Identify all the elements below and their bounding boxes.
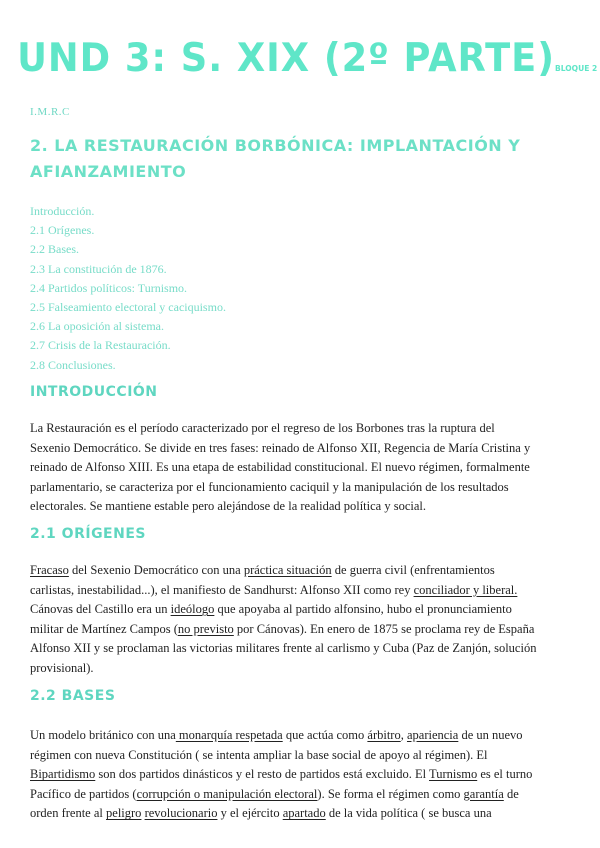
underlined-term: práctica situación [243,563,332,577]
text-span: militar de Martínez Campos ( [30,621,178,636]
text-line [30,785,572,805]
toc-item[interactable]: 2.6 La oposición al sistema. [30,319,164,334]
text-span: que apoyaba al partido alfonsino, hubo el pronunciamiento [214,602,512,617]
toc-item[interactable]: 2.7 Crisis de la Restauración. [30,338,171,353]
text-span: Un modelo británico con una [30,728,176,742]
table-of-contents [30,202,226,375]
text-span: , [400,728,407,742]
text-span: orden frente al [30,806,107,821]
text-line: reinado de Alfonso XIII. Es una etapa de estabilidad constitucional. El nuevo régimen, formalmente [30,460,530,475]
text-span: de la vida política ( se busca una [325,806,492,821]
underlined-term: Fracaso [30,563,69,577]
author-initials: I.M.R.C [30,106,70,118]
text-span: Cánovas del Castillo era un [30,602,171,617]
heading-introduccion: INTRODUCCIÓN [30,384,158,400]
underlined-term: corrupción o manipulación electoral [136,786,318,801]
text-line: régimen con nueva Constitución ( se intenta ampliar la base social de apoyo al régimen). El [30,747,488,762]
text-span: que actúa como [282,728,368,742]
text-span: carlistas, inestabilidad...), el manifiesto de Sandhurst: Alfonso XII como rey [30,582,414,597]
underlined-term: apartado [282,806,326,821]
section-title-line-2: AFIANZAMIENTO [30,162,187,181]
text-span: y el ejército [217,806,283,821]
underlined-term: ideólogo [170,602,215,617]
text-span: por Cánovas). En enero de 1875 se proclama rey de España [233,621,535,636]
text-span: del Sexenio Democrático con una [68,563,244,577]
paragraph-bases [30,726,572,824]
text-line: electorales. Se mantiene estable pero alejándose de la realidad política y social. [30,499,427,514]
underlined-term: garantía [463,786,504,801]
heading-bases: 2.2 BASES [30,688,116,704]
underlined-term: Bipartidismo [30,767,96,782]
block-label: BLOQUE 2 [554,64,598,73]
text-span: de [503,786,519,801]
text-span: de guerra civil (enfrentamientos [331,563,495,577]
text-line [30,765,572,785]
text-line: parlamentario, se caracteriza por el funcionamiento caciquil y la manipulación de los resultados [30,479,509,494]
text-line [30,581,572,601]
toc-item[interactable]: 2.4 Partidos políticos: Turnismo. [30,280,188,295]
underlined-term: conciliador y liberal. [413,582,518,597]
toc-item[interactable]: Introducción. [30,204,95,218]
toc-item[interactable]: 2.5 Falseamiento electoral y caciquismo. [30,299,226,314]
main-title [17,34,598,94]
toc-item[interactable]: 2.2 Bases. [30,242,79,257]
text-span: de un nuevo [458,728,523,742]
text-line [30,620,572,640]
text-span: es el turno [477,767,533,782]
text-line: Sexenio Democrático. Se divide en tres fases: reinado de Alfonso XII, Regencia de María Cristina y [30,440,531,455]
text-line: Alfonso XII y se proclaman las victorias militares frente al carlismo y Cuba (Paz de Zanjón, solución [30,641,537,656]
text-span: Pacífico de partidos ( [30,786,137,801]
underlined-term: Turnismo [429,767,478,782]
paragraph-origenes [30,561,572,679]
toc-item[interactable]: 2.8 Conclusiones. [30,357,116,372]
paragraph-introduccion [30,419,572,517]
text-line [30,726,572,746]
text-span: son dos partidos dinásticos y el resto de partidos está excluido. El [95,767,430,782]
underlined-term: revolucionario [144,806,218,821]
text-line: provisional). [30,660,94,675]
main-title-text: UND 3: S. XIX (2º PARTE) [17,36,555,81]
text-span: ). Se forma el régimen como [317,786,464,801]
text-line [30,600,572,620]
underlined-term: no previsto [177,621,234,636]
section-title-line-1: 2. LA RESTAURACIÓN BORBÓNICA: IMPLANTACIÓN Y [30,136,521,155]
underlined-term: árbitro [367,728,401,742]
toc-item[interactable]: 2.1 Orígenes. [30,223,95,238]
text-line [30,561,572,581]
underlined-term: monarquía respetada [175,728,283,742]
text-line [30,804,572,824]
underlined-term: apariencia [406,728,459,742]
underlined-term: peligro [106,806,142,821]
toc-item[interactable]: 2.3 La constitución de 1876. [30,261,167,276]
heading-origenes: 2.1 ORÍGENES [30,526,146,542]
text-line: La Restauración es el período caracterizado por el regreso de los Borbones tras la ruptura del [30,421,495,435]
